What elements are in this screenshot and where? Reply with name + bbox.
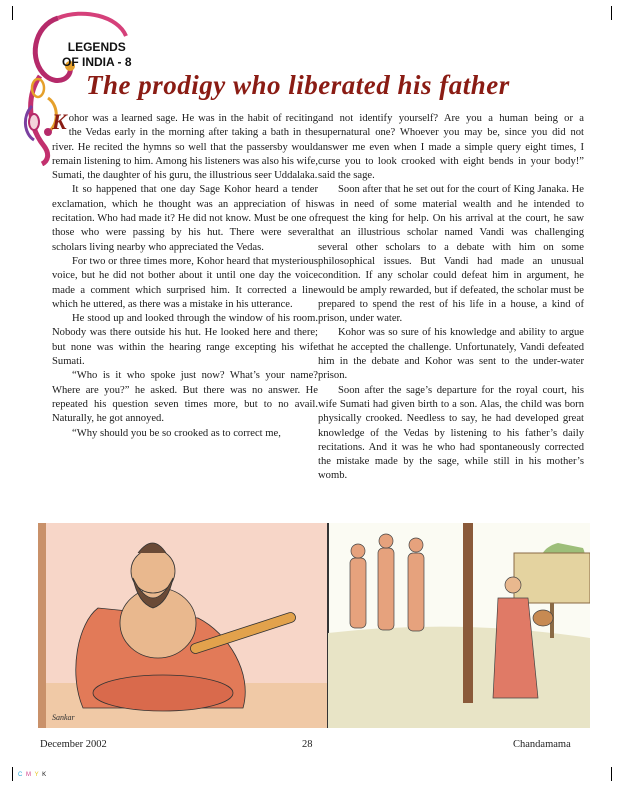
series-label-line1: LEGENDS	[67, 40, 126, 54]
footer-date: December 2002	[40, 739, 107, 750]
left-column	[52, 109, 318, 441]
page-title: The prodigy who liberated his father	[86, 70, 510, 100]
color-registration-mark	[18, 772, 47, 778]
paragraph: Kohor was so sure of his knowledge and ability to argue that he accepted the challenge. Unfortunately, Vandi defeated him in the debate and Kohor was sent to the under-water prison.	[318, 327, 584, 382]
drop-cap: K	[52, 109, 67, 134]
cmyk-c: C	[18, 772, 24, 778]
series-label-line2: OF INDIA - 8	[62, 55, 132, 69]
page-number: 28	[302, 739, 313, 750]
magazine-name: Chandamama	[513, 739, 571, 750]
paragraph: For two or three times more, Kohor heard that mysterious voice, but he did not bother about it until one day the voice made a comment which surprised him. It corrected a line which he uttered, as there was a mistake in his utterance.	[52, 255, 318, 310]
series-label	[62, 40, 132, 70]
right-column	[318, 112, 584, 484]
crop-mark-bottom-right	[597, 767, 612, 781]
artist-signature: Sankar	[52, 713, 75, 722]
paragraph: Soon after that he set out for the court of King Janaka. He was in need of some material wealth and he intended to request the king for help. On his arrival at the court, he saw that an illustrious scholar named Vandi was challenging several other scholars to a debate with him on some philosophical issues. But Vandi had made an unusual condition. If any scholar could defeat him in argument, he would be amply rewarded, but if defeated, the scholar must be prepared to spend the rest of his life in a house, a kind of prison, under water.	[318, 184, 584, 325]
paragraph: He stood up and looked through the window of his room. Nobody was there outside his hut. He looked here and there; but none was within the hearing range excepting his wife Sumati.	[52, 313, 318, 368]
paragraph: It so happened that one day Sage Kohor heard a tender exclamation, which he thought was an appreciation of his recitation. Who had made it? He did not know. Must be one of those who were passing by his hut. There were several scholars living nearby who appreciated the Vedas.	[52, 184, 318, 253]
cmyk-m: M	[26, 772, 33, 778]
paragraph: Soon after the sage’s departure for the royal court, his wife Sumati had given birth to a son. Alas, the child was born physically crooked. Needless to say, he had developed great knowledge of the Vedas by listening to his father’s daily recitations. And it was he who had spontaneously corrected the mistake made by the sage, while still in his mother’s womb.	[318, 384, 584, 482]
scholar-group	[350, 534, 424, 631]
crop-mark-top-right	[597, 6, 612, 20]
cmyk-y: Y	[34, 772, 40, 778]
paragraph: “Why should you be so crooked as to correct me,	[72, 427, 281, 439]
paragraph: Kohor was a learned sage. He was in the habit of reciting the Vedas early in the morning after taking a bath in the river. He recited the hymns so well that the passersby would remain listening to him. Among his listeners was also his wife, Sumati, the daughter of his guru, the illustrious seer Uddalaka.	[52, 109, 318, 182]
cmyk-k: K	[42, 772, 48, 778]
paragraph: and not identify yourself? Are you a human being or a supernatural one? Whoever you may be, since you did not answer me even when I made a simple query eight times, I curse you to look crooked with eight bends in your body!” said the sage.	[318, 113, 584, 182]
story-illustration	[38, 523, 590, 728]
pole	[463, 523, 473, 703]
paragraph: “Who is it who spoke just now? What’s your name? Where are you?” he asked. But there was no answer. He repeated his question seven times more, but to no avail. Naturally, he got annoyed.	[52, 370, 318, 425]
